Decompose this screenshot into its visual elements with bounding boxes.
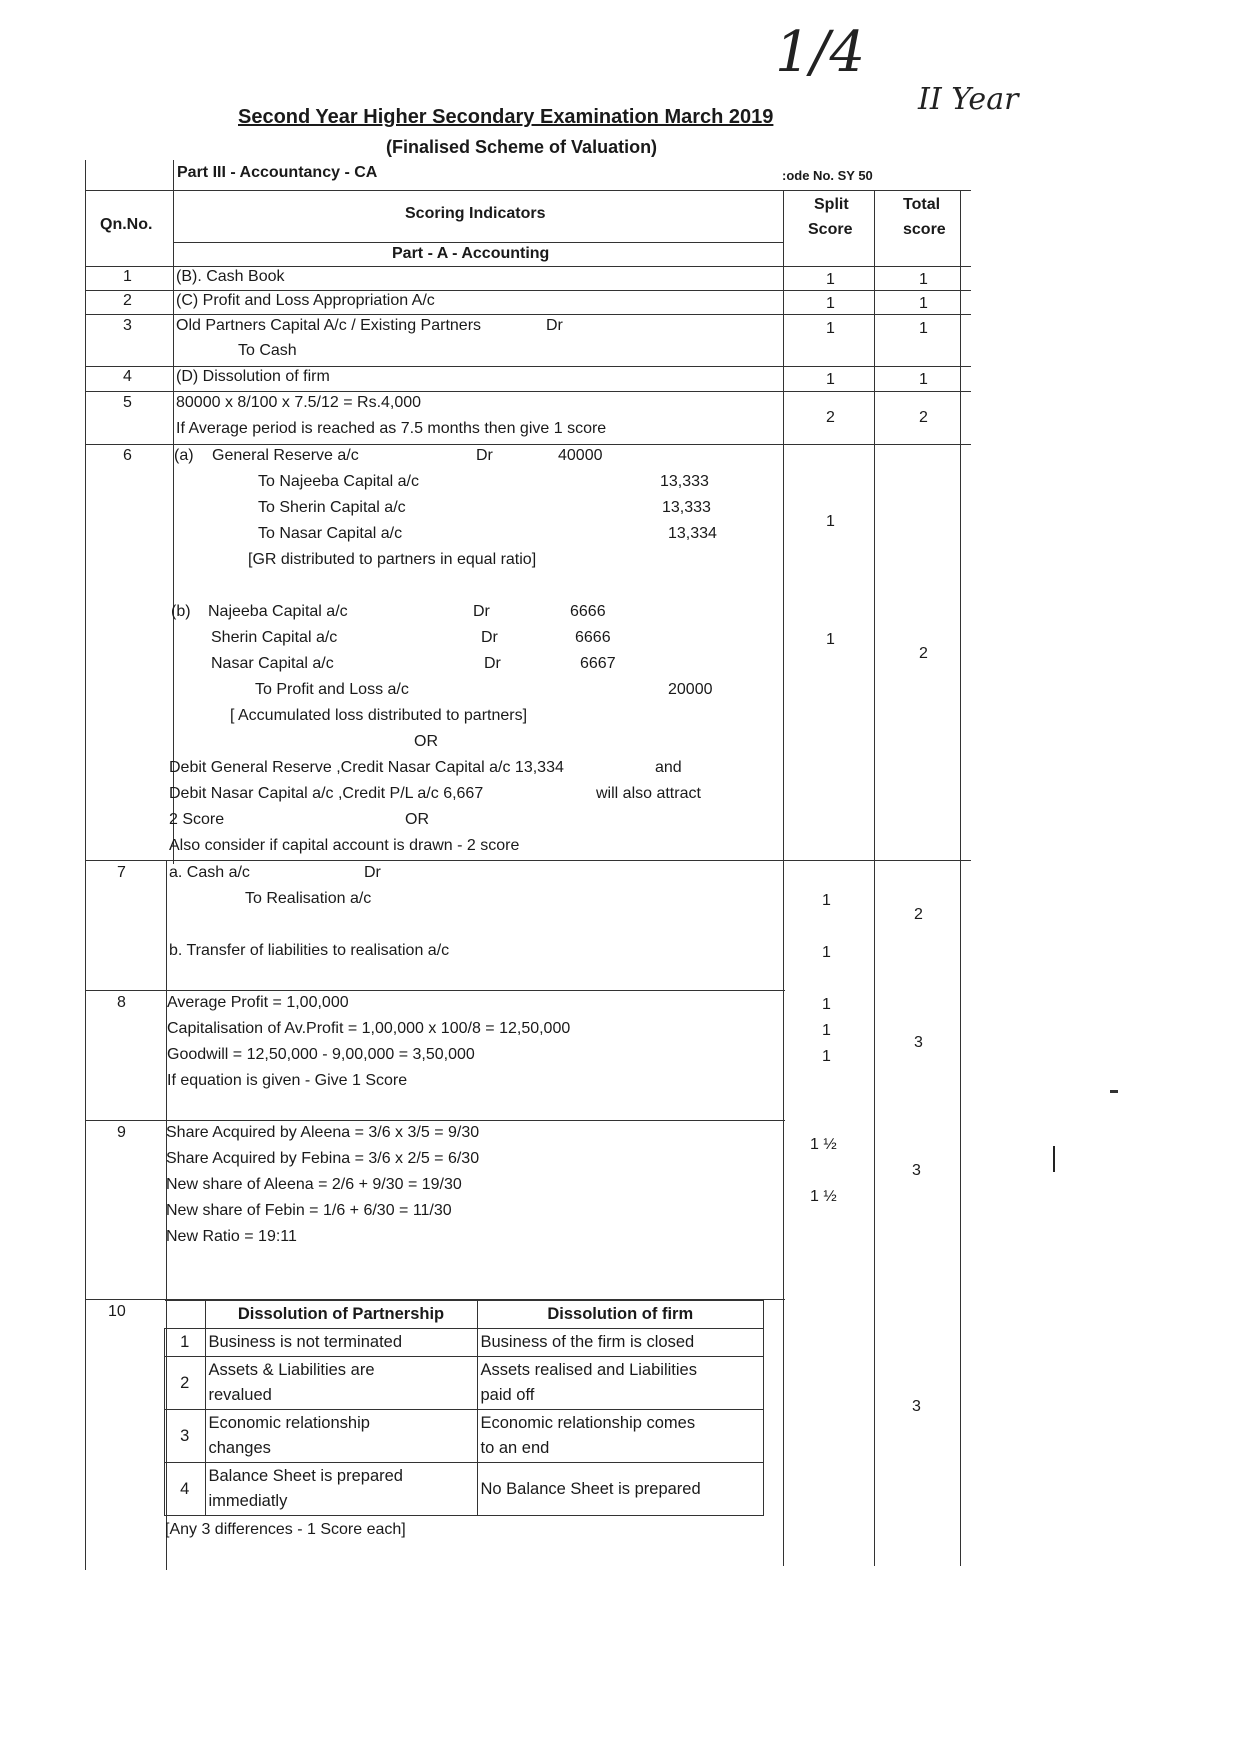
handwritten-year: II Year <box>918 82 1019 117</box>
credit-line-3: To Nasar Capital a/c <box>258 525 403 542</box>
total-score: 1 <box>919 371 928 388</box>
qn-number: 1 <box>123 268 132 285</box>
split-score-1: 1 ½ <box>810 1136 837 1153</box>
cell-line: Balance Sheet is prepared <box>208 1467 403 1485</box>
col-header-total-1: Total <box>903 196 941 213</box>
dr-label: Dr <box>473 603 490 620</box>
dr-label: Dr <box>546 317 563 334</box>
qn-number: 8 <box>117 994 126 1011</box>
dr-label: Dr <box>364 864 381 881</box>
handwritten-page-number: 1/4 <box>775 20 866 85</box>
table-row <box>165 1410 764 1463</box>
indicator-line-4: If equation is given - Give 1 Score <box>167 1072 408 1089</box>
alternative-line-2: Debit Nasar Capital a/c ,Credit P/L a/c 6,667 <box>169 785 484 802</box>
narration: [GR distributed to partners in equal ratio] <box>248 551 537 568</box>
cell-line: Economic relationship <box>208 1414 370 1432</box>
total-score: 1 <box>919 271 928 288</box>
split-score: 1 <box>826 295 835 312</box>
narration: [ Accumulated loss distributed to partners] <box>230 707 528 724</box>
table-header-partnership: Dissolution of Partnership <box>205 1301 477 1329</box>
indicator-line-2: To Realisation a/c <box>245 890 372 907</box>
debit-line-2: Sherin Capital a/c <box>211 629 338 646</box>
cell-partnership: Business is not terminated <box>205 1329 477 1357</box>
qn-number: 4 <box>123 368 132 385</box>
indicator-line-1: a. Cash a/c <box>169 864 250 881</box>
table-row <box>165 1463 764 1516</box>
cell-line: to an end <box>480 1439 550 1457</box>
dr-label: Dr <box>481 629 498 646</box>
cell-line: paid off <box>480 1386 535 1404</box>
qn-number: 9 <box>117 1124 126 1141</box>
cell-firm: Business of the firm is closed <box>477 1329 764 1357</box>
split-score-a: 1 <box>822 892 831 909</box>
qn-number: 6 <box>123 447 132 464</box>
cell-line: revalued <box>208 1386 272 1404</box>
qn-number: 3 <box>123 317 132 334</box>
col-header-total-2: score <box>903 221 946 238</box>
credit-line: To Profit and Loss a/c <box>255 681 409 698</box>
split-score: 2 <box>826 409 835 426</box>
part-label: Part III - Accountancy - CA <box>177 164 378 181</box>
cell-line: immediatly <box>208 1492 288 1510</box>
indicator-line-2: If Average period is reached as 7.5 months then give 1 score <box>176 420 607 437</box>
cell-line: Assets realised and Liabilities <box>480 1361 697 1379</box>
credit-amount: 20000 <box>668 681 713 698</box>
alternative-line-4: Also consider if capital account is drawn - 2 score <box>169 837 520 854</box>
total-score: 3 <box>912 1162 921 1179</box>
indicator-line-2: To Cash <box>238 342 297 359</box>
page-title: Second Year Higher Secondary Examination March 2019 <box>238 106 774 128</box>
total-score: 2 <box>919 409 928 426</box>
split-score-a: 1 <box>826 513 835 530</box>
table-header-firm: Dissolution of firm <box>477 1301 764 1329</box>
cell-line: changes <box>208 1439 271 1457</box>
cell-line: Assets & Liabilities are <box>208 1361 375 1379</box>
row-number: 2 <box>165 1357 206 1410</box>
total-score: 2 <box>919 645 928 662</box>
cell-firm: No Balance Sheet is prepared <box>477 1463 764 1516</box>
split-score-2: 1 <box>822 1022 831 1039</box>
row-number: 3 <box>165 1410 206 1463</box>
qn-number: 7 <box>117 864 126 881</box>
table-note: [Any 3 differences - 1 Score each] <box>165 1521 406 1538</box>
debit-amount-2: 6666 <box>575 629 611 646</box>
debit-line-1: Najeeba Capital a/c <box>208 603 348 620</box>
or-label: OR <box>405 811 429 828</box>
col-header-split-2: Score <box>808 221 853 238</box>
split-score-3: 1 <box>822 1048 831 1065</box>
total-score: 2 <box>914 906 923 923</box>
indicator-line-1: Average Profit = 1,00,000 <box>167 994 349 1011</box>
part-b-label: (b) <box>171 603 191 620</box>
qn-number: 2 <box>123 292 132 309</box>
cell-partnership <box>205 1463 477 1516</box>
split-score-b: 1 <box>822 944 831 961</box>
indicator-line-3: b. Transfer of liabilities to realisation a/c <box>169 942 450 959</box>
indicator-line-3: New share of Aleena = 2/6 + 9/30 = 19/30 <box>166 1176 462 1193</box>
debit-amount-1: 6666 <box>570 603 606 620</box>
dissolution-comparison-table <box>164 1300 764 1516</box>
or-label: OR <box>414 733 438 750</box>
total-score: 3 <box>914 1034 923 1051</box>
entry-debit: General Reserve a/c <box>212 447 359 464</box>
indicator-line-1: Share Acquired by Aleena = 3/6 x 3/5 = 9/30 <box>166 1124 480 1141</box>
cell-partnership <box>205 1357 477 1410</box>
indicator-text: (C) Profit and Loss Appropriation A/c <box>176 292 435 309</box>
dr-label: Dr <box>476 447 493 464</box>
alternative-line-1b: and <box>655 759 682 776</box>
page-subtitle: (Finalised Scheme of Valuation) <box>386 137 658 157</box>
total-score: 1 <box>919 320 928 337</box>
total-score: 3 <box>912 1398 921 1415</box>
split-score-b: 1 <box>826 631 835 648</box>
credit-line-1: To Najeeba Capital a/c <box>258 473 419 490</box>
credit-amount-2: 13,333 <box>662 499 711 516</box>
split-score: 1 <box>826 320 835 337</box>
indicator-text: (D) Dissolution of firm <box>176 368 330 385</box>
credit-line-2: To Sherin Capital a/c <box>258 499 406 516</box>
indicator-text: (B). Cash Book <box>176 268 285 285</box>
section-heading: Part - A - Accounting <box>392 245 550 262</box>
credit-amount-1: 13,333 <box>660 473 709 490</box>
cell-firm <box>477 1357 764 1410</box>
indicator-line-3: Goodwill = 12,50,000 - 9,00,000 = 3,50,000 <box>167 1046 475 1063</box>
code-number: :ode No. SY 50 <box>782 168 873 183</box>
qn-number: 10 <box>108 1303 126 1320</box>
debit-amount: 40000 <box>558 447 603 464</box>
scan-mark <box>1110 1090 1118 1093</box>
indicator-line-2: Capitalisation of Av.Profit = 1,00,000 x 100/8 = 12,50,000 <box>167 1020 571 1037</box>
col-header-scoring: Scoring Indicators <box>405 205 546 222</box>
col-header-split-1: Split <box>814 196 849 213</box>
split-score: 1 <box>826 271 835 288</box>
indicator-line-5: New Ratio = 19:11 <box>166 1228 297 1245</box>
row-number: 4 <box>165 1463 206 1516</box>
dr-label: Dr <box>484 655 501 672</box>
cell-line: Economic relationship comes <box>480 1414 696 1432</box>
col-header-qn: Qn.No. <box>100 216 153 233</box>
indicator-line-1: Old Partners Capital A/c / Existing Partners <box>176 317 482 334</box>
indicator-line-2: Share Acquired by Febina = 3/6 x 2/5 = 6/30 <box>166 1150 480 1167</box>
table-row <box>165 1357 764 1410</box>
scan-mark <box>1053 1146 1055 1172</box>
credit-amount-3: 13,334 <box>668 525 717 542</box>
part-a-label: (a) <box>174 447 194 464</box>
alternative-line-3: 2 Score <box>169 811 225 828</box>
split-score-2: 1 ½ <box>810 1188 837 1205</box>
cell-partnership <box>205 1410 477 1463</box>
debit-amount-3: 6667 <box>580 655 616 672</box>
total-score: 1 <box>919 295 928 312</box>
indicator-line-1: 80000 x 8/100 x 7.5/12 = Rs.4,000 <box>176 394 422 411</box>
alternative-line-2b: will also attract <box>596 785 701 802</box>
debit-line-3: Nasar Capital a/c <box>211 655 334 672</box>
row-number: 1 <box>165 1329 206 1357</box>
split-score: 1 <box>826 371 835 388</box>
alternative-line-1: Debit General Reserve ,Credit Nasar Capital a/c 13,334 <box>169 759 564 776</box>
qn-number: 5 <box>123 394 132 411</box>
indicator-line-4: New share of Febin = 1/6 + 6/30 = 11/30 <box>166 1202 452 1219</box>
cell-firm <box>477 1410 764 1463</box>
table-row <box>165 1329 764 1357</box>
split-score-1: 1 <box>822 996 831 1013</box>
